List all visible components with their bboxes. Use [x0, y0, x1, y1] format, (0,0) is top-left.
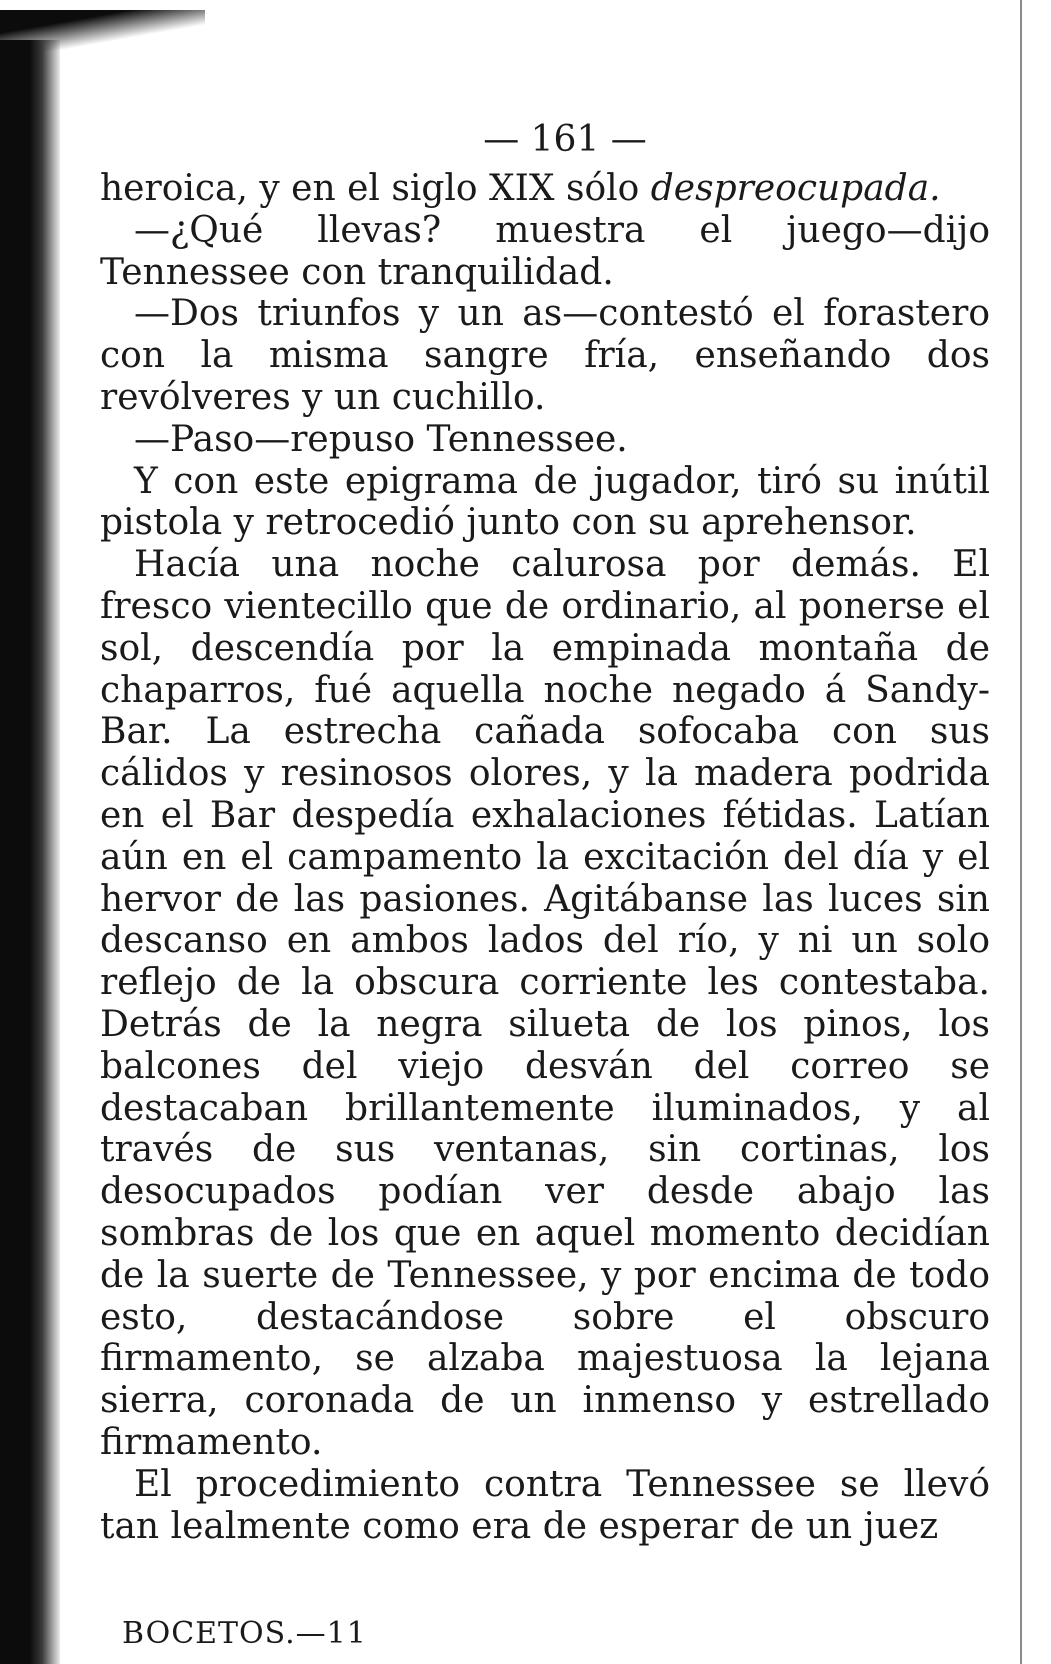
page-edge-line	[1020, 0, 1022, 1664]
paragraph: Y con este epigrama de jugador, tiró su inútil pistola y retrocedió junto con su aprehensor.	[100, 460, 990, 544]
book-page	[100, 112, 990, 1547]
footer-signature: BOCETOS.—11	[122, 1616, 367, 1651]
paragraph-dialogue: —Paso—repuso Tennessee.	[134, 418, 628, 460]
italic-emphasis: despreocupada.	[650, 168, 941, 209]
paragraph: El procedimiento contra Tennessee se llevó tan lealmente como era de esperar de un juez	[100, 1463, 990, 1547]
paragraph-continuation	[100, 168, 990, 210]
paragraph-dialogue: —¿Qué llevas? muestra el juego—dijo Tennessee con tranquilidad.	[100, 209, 990, 293]
book-spine-shadow	[0, 40, 60, 1664]
page-number: — 161 —	[483, 119, 647, 160]
roman-numeral: XIX	[489, 168, 555, 209]
paragraph-text: heroica, y en el siglo	[100, 168, 490, 209]
paragraph: Hacía una noche calurosa por demás. El fresco vientecillo que de ordinario, al ponerse el sol, descendía por la empinada montaña de chaparros, fué aquella noche negado á Sandy-Bar. La estrecha cañada sofocaba con sus cálidos y resinosos olores, y la madera podrida en el Bar despedía exhalaciones fétidas. Latían aún en el campamento la excitación del día y el hervor de las pasiones. Agitábanse las luces sin descanso en ambos lados del río, y ni un solo reflejo de la obscura corriente les contestaba. Detrás de la negra silueta de los pinos, los balcones del viejo desván del correo se destacaban brillantemente iluminados, y al través de sus ventanas, sin cortinas, los desocupados podían ver desde abajo las sombras de los que en aquel momento decidían de la suerte de Tennessee, y por encima de todo esto, destacándose sobre el obscuro firmamento, se alzaba majestuosa la lejana sierra, coronada de un inmenso y estrellado firmamento.	[100, 544, 990, 1463]
paragraph-text: sólo	[554, 168, 651, 209]
paragraph-dialogue: —Dos triunfos y un as—contestó el forastero con la misma sangre fría, enseñando dos revólveres y un cuchillo.	[100, 293, 990, 418]
page-body	[100, 168, 990, 1547]
